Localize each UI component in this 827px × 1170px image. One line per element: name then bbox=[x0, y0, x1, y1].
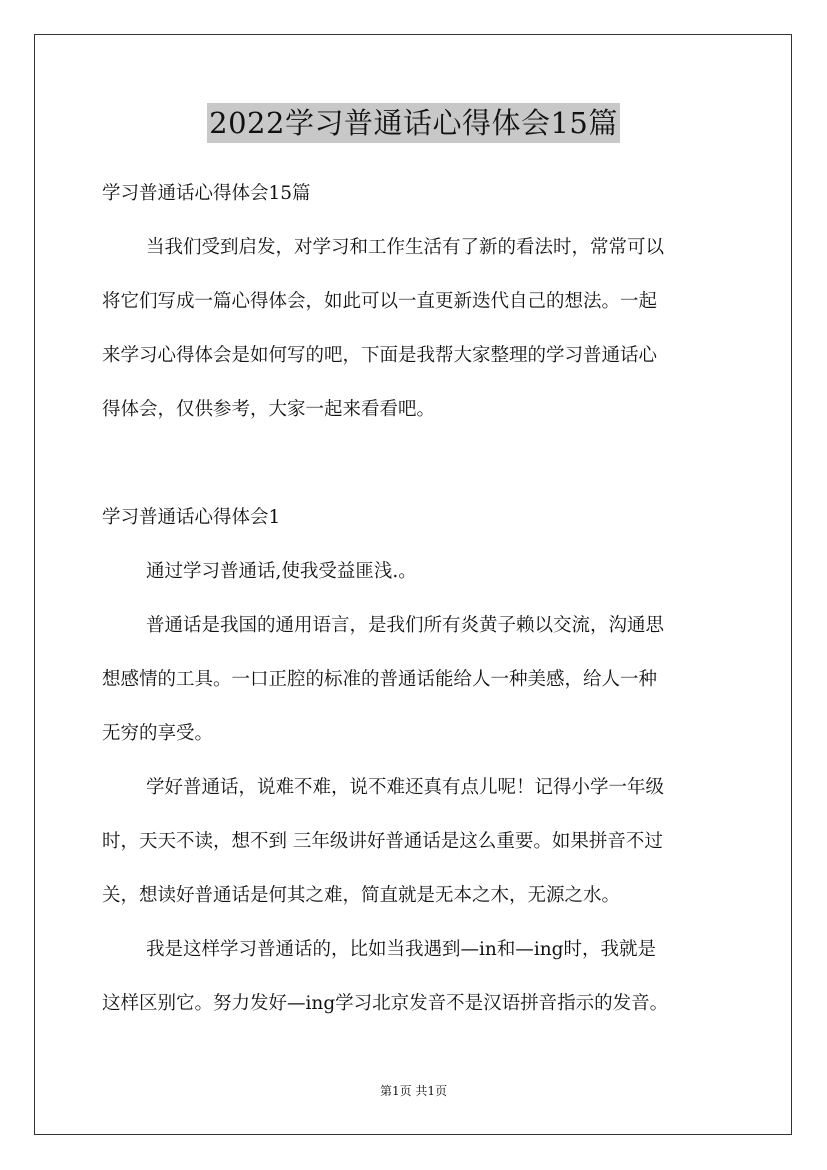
document-title bbox=[0, 103, 827, 143]
intro-line-2: 将它们写成一篇心得体会，如此可以一直更新迭代自己的想法。一起 bbox=[102, 291, 658, 312]
paragraph-line: 想感情的工具。一口正腔的标准的普通话能给人一种美感，给人一种 bbox=[102, 669, 658, 690]
document-title-text: 2022学习普通话心得体会15篇 bbox=[207, 103, 620, 143]
paragraph-line: 关，想读好普通话是何其之难，简直就是无本之木，无源之水。 bbox=[102, 885, 621, 906]
intro-line-3: 来学习心得体会是如何写的吧，下面是我帮大家整理的学习普通话心 bbox=[102, 345, 658, 366]
paragraph-line: 普通话是我国的通用语言，是我们所有炎黄子赖以交流，沟通思 bbox=[146, 615, 665, 636]
paragraph-line: 通过学习普通话,使我受益匪浅.。 bbox=[146, 561, 417, 582]
paragraph-line: 我是这样学习普通话的，比如当我遇到—in和—ing时，我就是 bbox=[146, 939, 657, 960]
intro-line-4: 得体会，仅供参考，大家一起来看看吧。 bbox=[102, 399, 436, 420]
paragraph-line: 无穷的享受。 bbox=[102, 723, 214, 744]
paragraph-line: 学好普通话，说难不难，说不难还真有点儿呢！记得小学一年级 bbox=[146, 777, 665, 798]
paragraph-line: 这样区别它。努力发好—ing学习北京发音不是汉语拼音指示的发音。 bbox=[102, 993, 669, 1014]
intro-line-1: 当我们受到启发，对学习和工作生活有了新的看法时，常常可以 bbox=[146, 237, 665, 258]
subtitle-line: 学习普通话心得体会15篇 bbox=[102, 183, 311, 204]
paragraph-line: 时，天天不读，想不到 三年级讲好普通话是这么重要。如果拼音不过 bbox=[102, 831, 663, 852]
page-footer: 第1页 共1页 bbox=[379, 1084, 448, 1098]
section-heading-1: 学习普通话心得体会1 bbox=[102, 507, 281, 528]
